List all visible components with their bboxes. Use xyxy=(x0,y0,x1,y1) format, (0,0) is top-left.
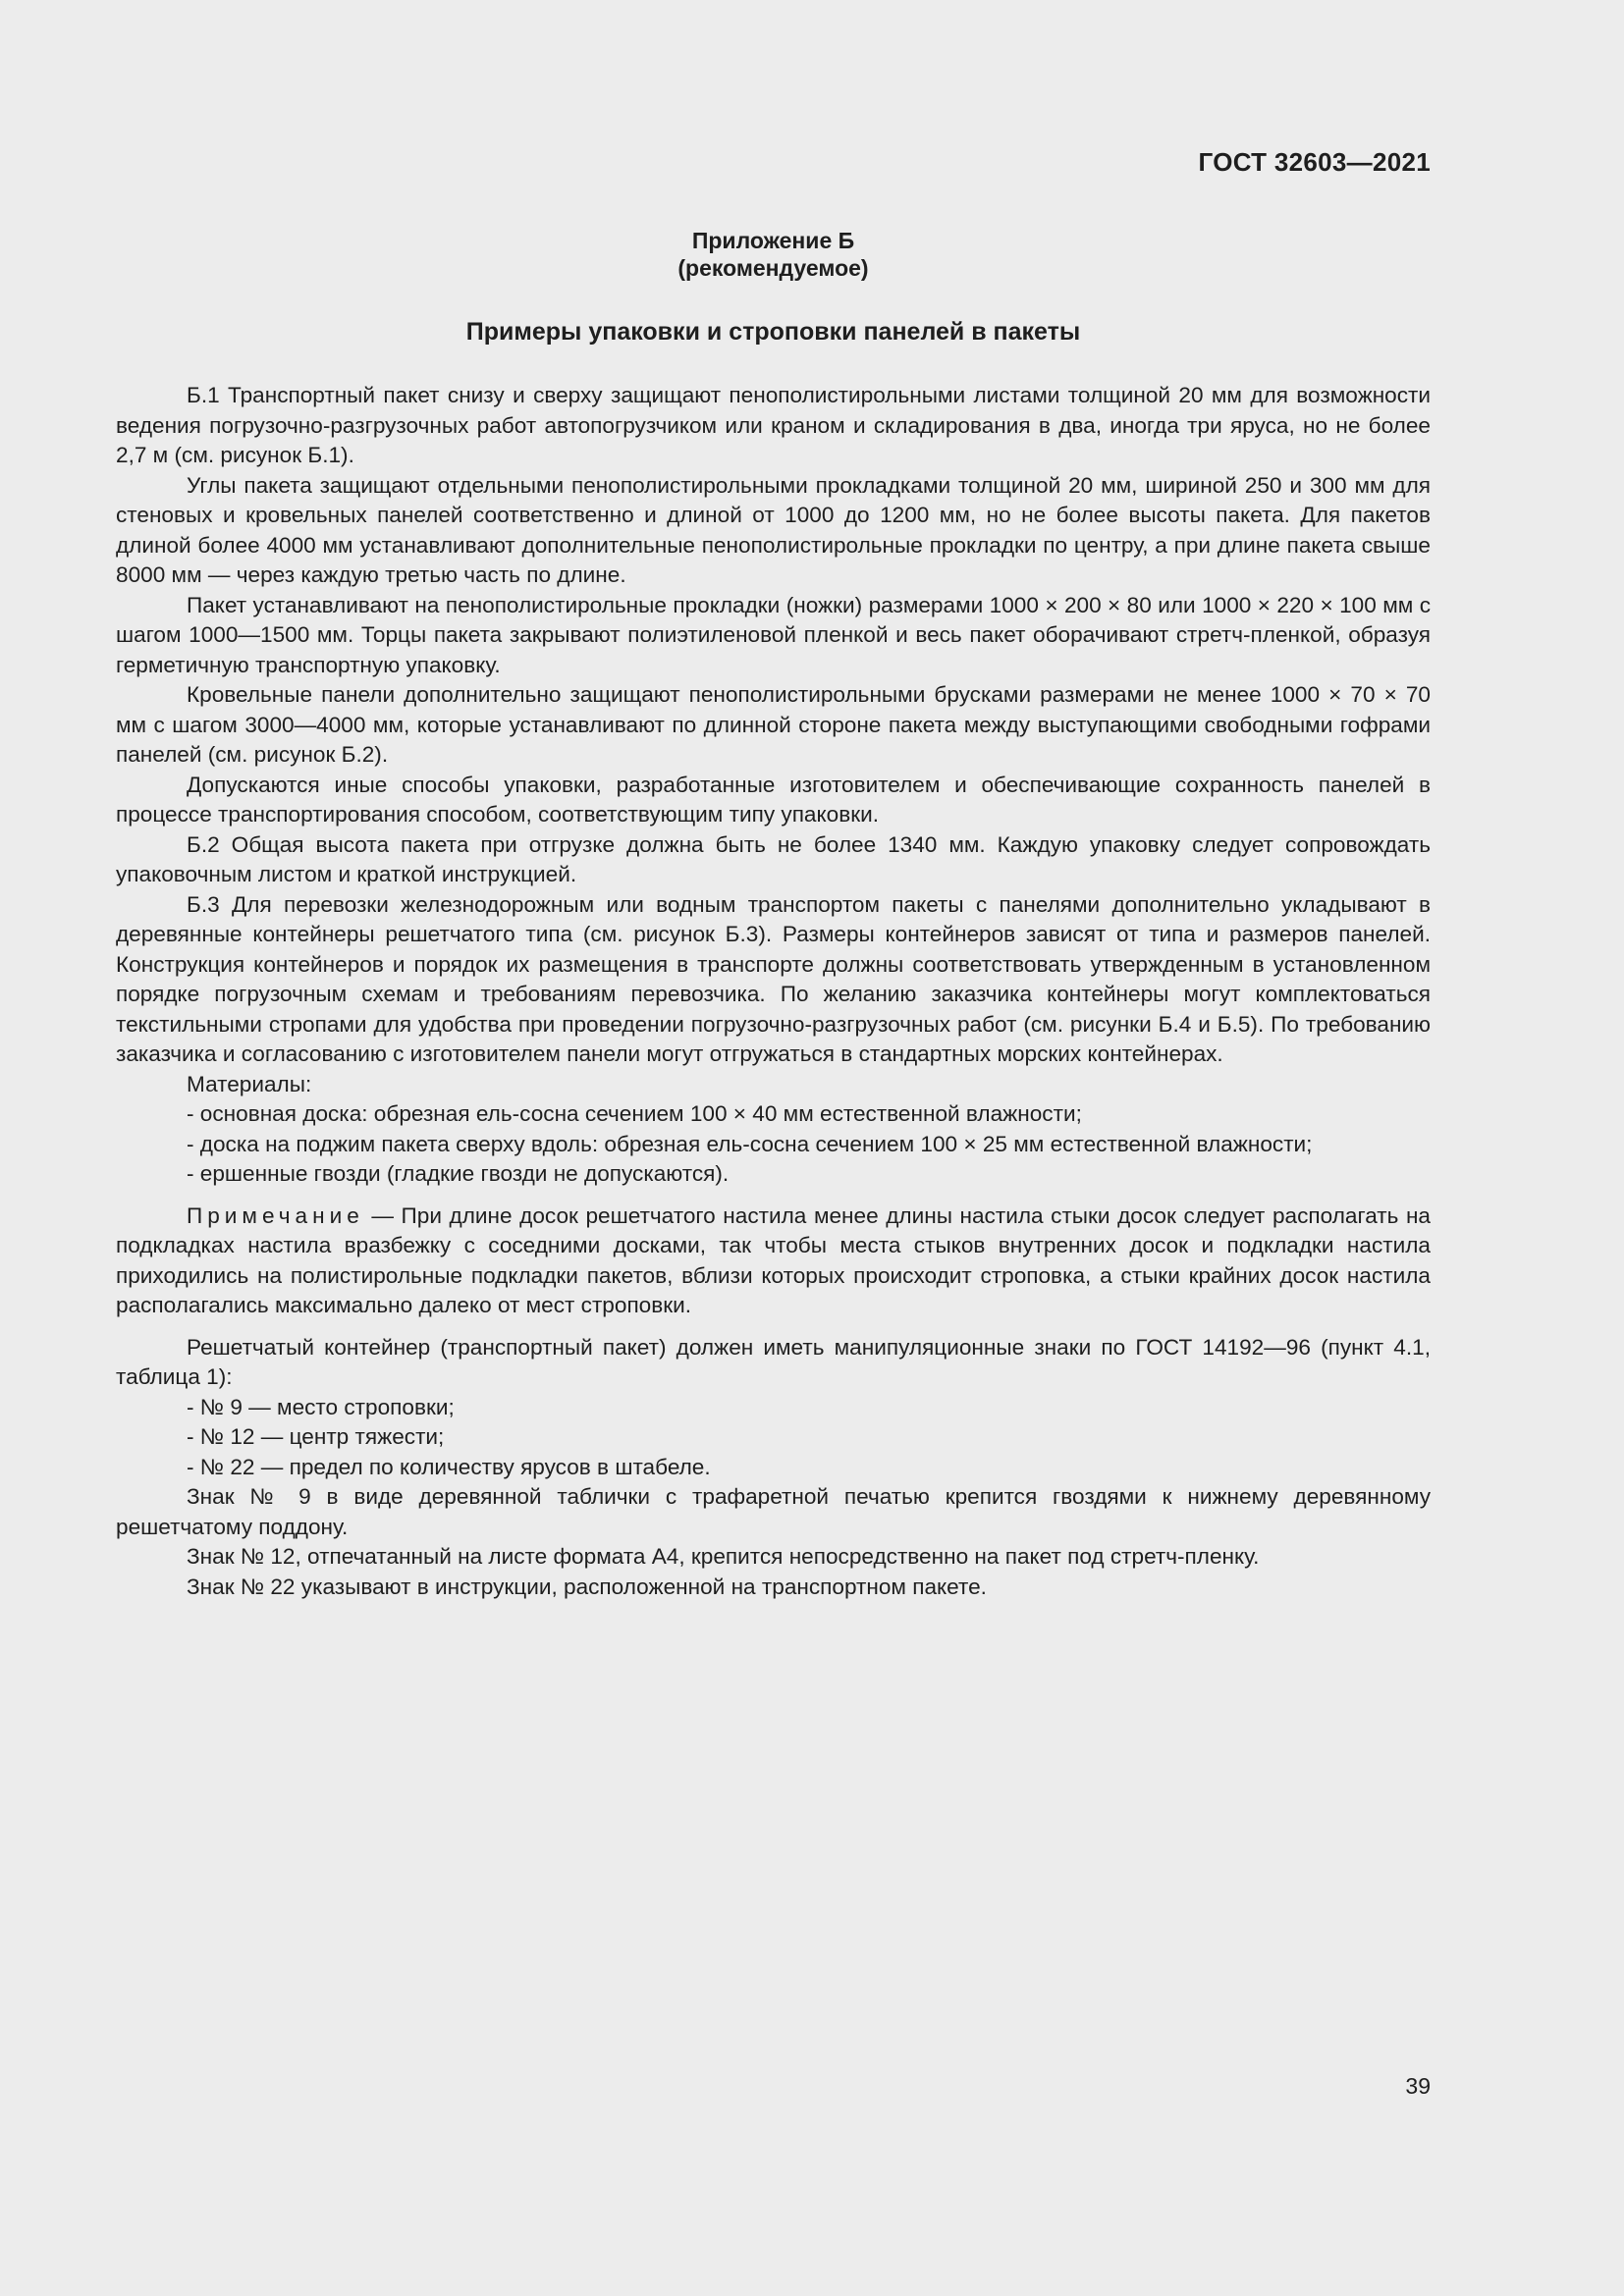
list-item: - ершенные гвозди (гладкие гвозди не допускаются). xyxy=(187,1161,730,1186)
note-paragraph xyxy=(116,1201,1431,1321)
appendix-heading xyxy=(116,227,1431,282)
page-number: 39 xyxy=(1405,2073,1431,2099)
note-text: — При длине досок решетчатого настила менее длины настила стыки досок следует располагать на подкладках настила вразбежку с соседними досками, так чтобы места стыков внутренних досок и подкладки настила приходились на полистирольные подкладки пакетов, вблизи которых происходит строповка, а стыки крайних досок настила располагались максимально далеко от мест строповки. xyxy=(116,1202,1432,1317)
paragraph: Материалы: xyxy=(187,1071,312,1096)
paragraph: Знак № 22 указывают в инструкции, расположенной на транспортном пакете. xyxy=(187,1574,987,1599)
paragraph: Знак № 9 в виде деревянной таблички с трафаретной печатью крепится гвоздями к нижнему деревянному решетчатому поддону. xyxy=(116,1484,1431,1539)
paragraph: Пакет устанавливают на пенополистирольные прокладки (ножки) размерами 1000 × 200 × 80 или 1000 × 220 × 100 мм с шагом 1000—1500 мм. Торцы пакета закрывают полиэтиленовой пленкой и весь пакет оборачивают стретч-пленкой, образуя герметичную транспортную упаковку. xyxy=(116,592,1431,677)
note-label: Примечание xyxy=(187,1202,364,1228)
document-page xyxy=(116,0,1431,2296)
section-title: Примеры упаковки и строповки панелей в пакеты xyxy=(465,318,1081,346)
paragraph: Б.2 Общая высота пакета при отгрузке должна быть не более 1340 мм. Каждую упаковку следует сопровождать упаковочным листом и краткой инструкцией. xyxy=(116,831,1431,886)
paragraph: Знак № 12, отпечатанный на листе формата А4, крепится непосредственно на пакет под стретч-пленку. xyxy=(187,1544,1260,1569)
appendix-label: Приложение Б xyxy=(691,228,855,253)
list-item: - основная доска: обрезная ель-сосна сечением 100 × 40 мм естественной влажности; xyxy=(187,1101,1082,1126)
paragraph: Решетчатый контейнер (транспортный пакет) должен иметь манипуляционные знаки по ГОСТ 14192—96 (пункт 4.1, таблица 1): xyxy=(116,1334,1431,1389)
paragraph: Допускаются иные способы упаковки, разработанные изготовителем и обеспечивающие сохранность панелей в процессе транспортирования способом, соответствующим типу упаковки. xyxy=(116,772,1431,827)
appendix-status: (рекомендуемое) xyxy=(677,255,869,281)
list-item: - № 12 — центр тяжести; xyxy=(187,1424,445,1449)
body-text xyxy=(116,381,1431,1602)
paragraph: Б.1 Транспортный пакет снизу и сверху защищают пенополистирольными листами толщиной 20 мм для возможности ведения погрузочно-разгрузочных работ автопогрузчиком или краном и складирования в два, иногда три яруса, но не более 2,7 м (см. рисунок Б.1). xyxy=(116,383,1431,467)
list-item: - № 22 — предел по количеству ярусов в штабеле. xyxy=(187,1454,711,1479)
standard-code: ГОСТ 32603—2021 xyxy=(1198,147,1431,177)
list-item: - доска на поджим пакета сверху вдоль: обрезная ель-сосна сечением 100 × 25 мм естественной влажности; xyxy=(187,1131,1313,1156)
paragraph: Углы пакета защищают отдельными пенополистирольными прокладками толщиной 20 мм, шириной 250 и 300 мм для стеновых и кровельных панелей соответственно и длиной от 1000 до 1200 мм, но не более высоты пакета. Для пакетов длиной более 4000 мм устанавливают дополнительные пенополистирольные прокладки по центру, а при длине пакета свыше 8000 мм — через каждую третью часть по длине. xyxy=(116,472,1431,587)
paragraph: Б.3 Для перевозки железнодорожным или водным транспортом пакеты с панелями дополнительно укладывают в деревянные контейнеры решетчатого типа (см. рисунок Б.3). Размеры контейнеров зависят от типа и размеров панелей. Конструкция контейнеров и порядок их размещения в транспорте должны соответствовать утвержденным в установленном порядке погрузочным схемам и требованиям перевозчика. По желанию заказчика контейнеры могут комплектоваться текстильными стропами для удобства при проведении погрузочно-разгрузочных работ (см. рисунки Б.4 и Б.5). По требованию заказчика и согласованию с изготовителем панели могут отгружаться в стандартных морских контейнерах. xyxy=(116,891,1431,1066)
list-item: - № 9 — место строповки; xyxy=(187,1394,455,1419)
paragraph: Кровельные панели дополнительно защищают пенополистирольными брусками размерами не менее 1000 × 70 × 70 мм с шагом 3000—4000 мм, которые устанавливают по длинной стороне пакета между выступающими свободными гофрами панелей (см. рисунок Б.2). xyxy=(116,682,1431,767)
